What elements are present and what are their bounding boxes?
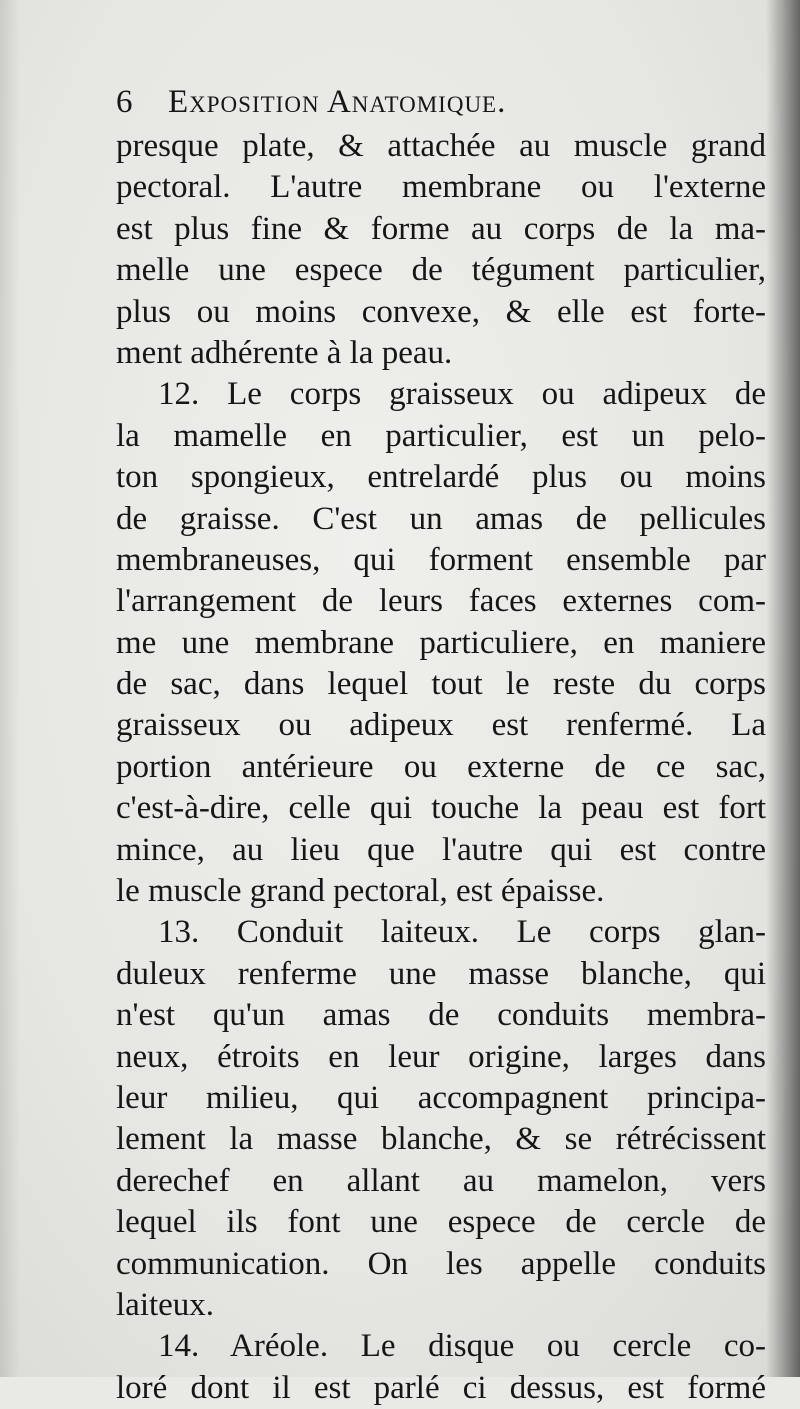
body-text [116,126,766,1409]
text-line: leur milieu, qui accompagnent principa- [116,1079,766,1116]
text-line: melle une espece de tégument particulier, [116,252,766,289]
text-line: ton spongieux, entrelardé plus ou moins [116,459,766,496]
text-line: membraneuses, qui forment ensemble par [116,541,766,578]
text-line: de sac, dans lequel tout le reste du corps [116,666,766,703]
text-line: de graisse. C'est un amas de pellicules [116,500,766,537]
page-gutter-shade [0,0,20,1377]
text-line: neux, étroits en leur origine, larges dans [116,1038,766,1075]
text-line: plus ou moins convexe, & elle est forte- [116,293,766,330]
text-line: lequel ils font une espece de cercle de [116,1204,766,1241]
text-line: est plus fine & forme au corps de la ma- [116,210,766,247]
text-line: me une membrane particuliere, en maniere [116,624,766,661]
text-line: derechef en allant au mamelon, vers [116,1162,766,1199]
text-line: communication. On les appelle conduits [116,1245,766,1282]
page-number: 6 [116,84,133,120]
text-line: l'arrangement de leurs faces externes com- [116,583,766,620]
text-line: le muscle grand pectoral, est épaisse. [116,873,605,910]
running-head [116,84,756,121]
text-line: portion antérieure ou externe de ce sac, [116,748,766,785]
paragraph-14-start: 14. Aréole. Le disque ou cercle co- [158,1328,766,1365]
text-line: loré dont il est parlé ci dessus, est formé [116,1369,766,1406]
text-line: ment adhérente à la peau. [116,334,453,371]
text-line: presque plate, & attachée au muscle grand [116,128,766,164]
text-line: n'est qu'un amas de conduits membra- [116,997,766,1034]
running-title: Exposition Anatomique. [168,84,507,120]
text-line: lement la masse blanche, & se rétrécissent [116,1121,766,1158]
text-line: laiteux. [116,1286,215,1323]
page-edge-shadow [766,0,800,1377]
paragraph-13-start: 13. Conduit laiteux. Le corps glan- [158,914,766,951]
paragraph-12-start: 12. Le corps graisseux ou adipeux de [158,376,766,413]
text-line: la mamelle en particulier, est un pelo- [116,417,766,454]
text-line: graisseux ou adipeux est renfermé. La [116,707,766,744]
text-line: duleux renferme une masse blanche, qui [116,955,766,992]
text-line: mince, au lieu que l'autre qui est contre [116,831,766,868]
text-line: c'est-à-dire, celle qui touche la peau est fort [116,790,766,827]
text-line: pectoral. L'autre membrane ou l'externe [116,169,766,206]
